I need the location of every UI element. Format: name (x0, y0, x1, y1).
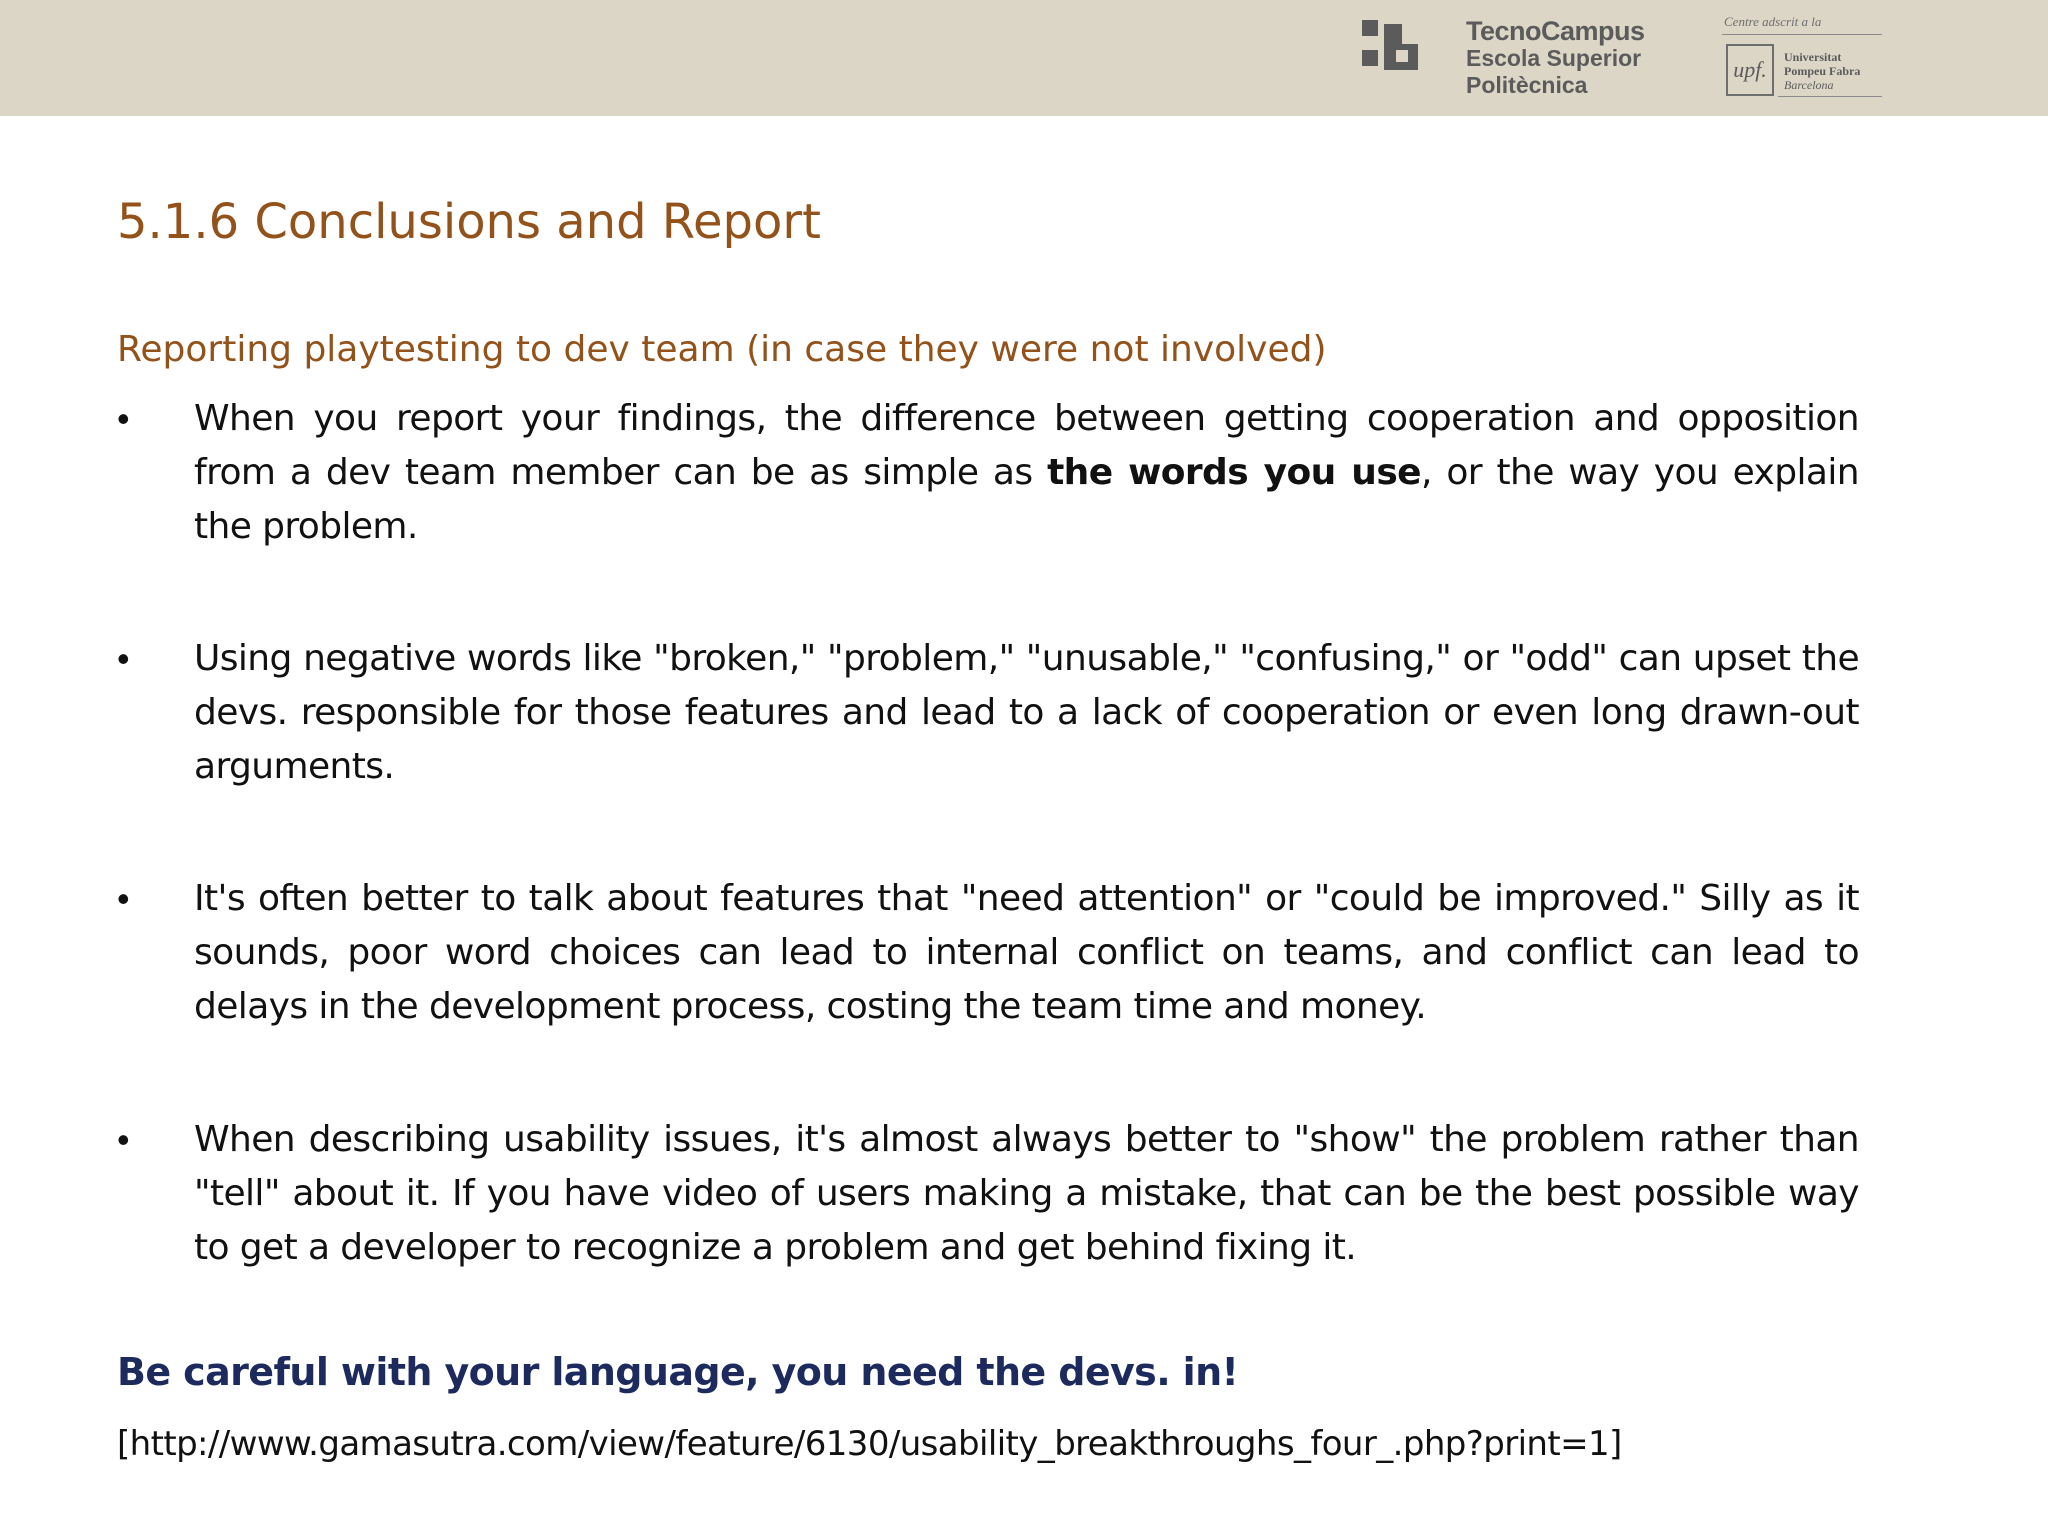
upf-name-line2: Pompeu Fabra (1784, 64, 1861, 78)
tecnocampus-school-type: Politècnica (1466, 72, 1588, 98)
tecnocampus-name: TecnoCampus (1466, 16, 1645, 46)
bullet-text: When describing usability issues, it's almost always better to "show" the problem rather than "tell" about it. If you have video of users making a mistake, that can be the best possible way to get a developer to recognize a problem and get behind fixing it. (194, 1119, 1859, 1268)
upf-name-city: Barcelona (1784, 78, 1834, 92)
header-band (0, 0, 2048, 116)
upf-caption: Centre adscrit a la (1724, 14, 1822, 29)
bullet-text: It's often better to talk about features that "need attention" or "could be improved." Silly as it sounds, poor word choices can lead to internal conflict on teams, and conflict can lead to delays in the development process, costing the team time and money. (194, 878, 1859, 1027)
upf-logo (1722, 12, 1882, 102)
upf-name-line1: Universitat (1784, 50, 1842, 64)
bullet-text (194, 392, 1859, 554)
callout-text: Be careful with your language, you need the devs. in! (117, 1350, 1239, 1394)
upf-mark-text: upf. (1733, 57, 1767, 82)
bullet-text: Using negative words like "broken," "problem," "unusable," "confusing," or "odd" can upset the devs. responsible for those features and lead to a lack of cooperation or even long drawn-out arguments. (194, 638, 1859, 787)
tecnocampus-school: Escola Superior (1466, 45, 1642, 71)
bullet-marker: • (117, 638, 130, 679)
tecnocampus-logo-icon (1362, 20, 1422, 74)
slide-title: 5.1.6 Conclusions and Report (117, 194, 821, 250)
upf-divider (1722, 34, 1882, 35)
bullet-marker: • (117, 398, 130, 439)
bullet-text-part: When you report your findings, the difference between getting cooperation and opposition from a dev team member can be as simple as (194, 398, 1859, 493)
slide-subtitle: Reporting playtesting to dev team (in case they were not involved) (117, 329, 1327, 370)
bullet-marker: • (117, 878, 130, 919)
tecnocampus-wordmark (1466, 18, 1645, 99)
source-reference: [http://www.gamasutra.com/view/feature/6130/usability_breakthroughs_four_.php?print=1] (117, 1424, 1622, 1464)
bullet-text-emphasis: the words you use (1047, 452, 1421, 493)
bullet-marker: • (117, 1119, 130, 1160)
upf-name (1784, 50, 1860, 92)
upf-bottom-divider (1778, 96, 1882, 97)
bullet-text-part: , or the way you explain the problem. (194, 452, 1859, 547)
upf-mark-icon (1726, 44, 1774, 96)
